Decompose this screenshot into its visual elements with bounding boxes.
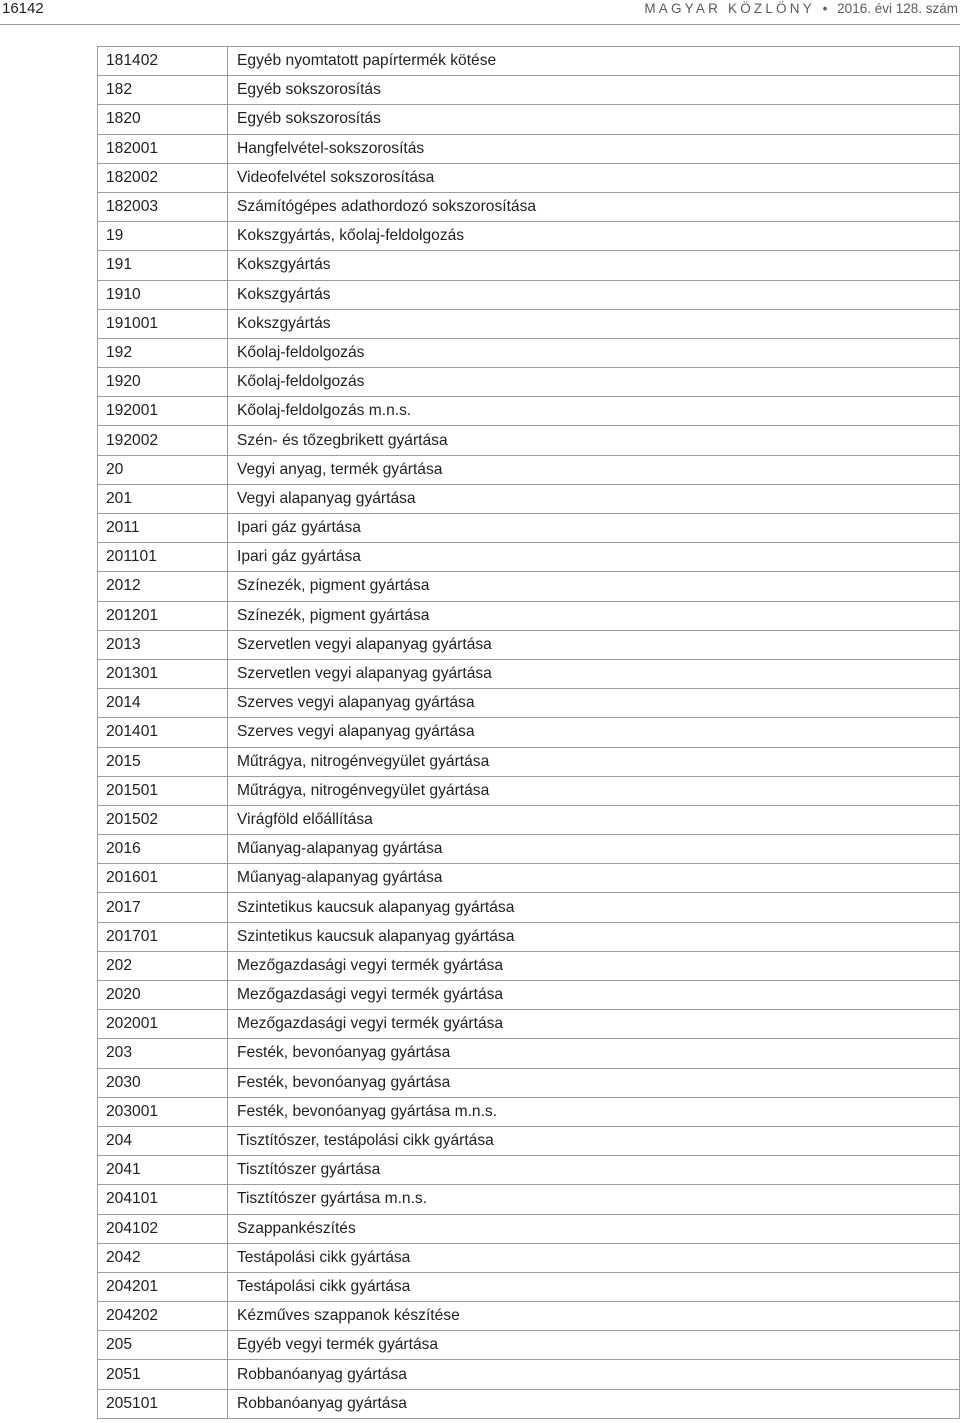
activity-description: Egyéb sokszorosítás xyxy=(228,76,960,105)
journal-title: MAGYAR KÖZLÖNY xyxy=(644,1,815,16)
activity-code: 201502 xyxy=(98,805,228,834)
table-row xyxy=(98,426,960,455)
activity-description: Szervetlen vegyi alapanyag gyártása xyxy=(228,659,960,688)
activity-code: 192002 xyxy=(98,426,228,455)
activity-code: 19 xyxy=(98,222,228,251)
activity-description: Vegyi anyag, termék gyártása xyxy=(228,455,960,484)
activity-code: 1920 xyxy=(98,368,228,397)
activity-code: 201701 xyxy=(98,922,228,951)
activity-description: Virágföld előállítása xyxy=(228,805,960,834)
activity-description: Kokszgyártás xyxy=(228,309,960,338)
table-row xyxy=(98,572,960,601)
table-row xyxy=(98,514,960,543)
activity-code: 201401 xyxy=(98,718,228,747)
activity-description: Tisztítószer gyártása m.n.s. xyxy=(228,1185,960,1214)
activity-description: Kőolaj-feldolgozás xyxy=(228,338,960,367)
table-row xyxy=(98,1389,960,1418)
table-row xyxy=(98,280,960,309)
activity-code: 203 xyxy=(98,1039,228,1068)
activity-description: Egyéb sokszorosítás xyxy=(228,105,960,134)
table-row xyxy=(98,1360,960,1389)
table-row xyxy=(98,338,960,367)
activity-code: 1820 xyxy=(98,105,228,134)
activity-description: Műtrágya, nitrogénvegyület gyártása xyxy=(228,747,960,776)
activity-code: 204 xyxy=(98,1126,228,1155)
activity-code: 2042 xyxy=(98,1243,228,1272)
activity-code: 191 xyxy=(98,251,228,280)
table-row xyxy=(98,864,960,893)
activity-description: Műtrágya, nitrogénvegyület gyártása xyxy=(228,776,960,805)
activity-code: 191001 xyxy=(98,309,228,338)
activity-description: Ipari gáz gyártása xyxy=(228,514,960,543)
activity-description: Színezék, pigment gyártása xyxy=(228,601,960,630)
table-row xyxy=(98,893,960,922)
activity-description: Mezőgazdasági vegyi termék gyártása xyxy=(228,1010,960,1039)
table-row xyxy=(98,543,960,572)
activity-description: Szintetikus kaucsuk alapanyag gyártása xyxy=(228,922,960,951)
activity-description: Ipari gáz gyártása xyxy=(228,543,960,572)
activity-code: 205 xyxy=(98,1331,228,1360)
table-row xyxy=(98,47,960,76)
activity-description: Robbanóanyag gyártása xyxy=(228,1389,960,1418)
activity-code: 182003 xyxy=(98,192,228,221)
activity-description: Kokszgyártás xyxy=(228,280,960,309)
activity-code: 181402 xyxy=(98,47,228,76)
table-row xyxy=(98,659,960,688)
activity-code: 2011 xyxy=(98,514,228,543)
table-row xyxy=(98,397,960,426)
activity-code: 2012 xyxy=(98,572,228,601)
activity-code: 202001 xyxy=(98,1010,228,1039)
table-row xyxy=(98,368,960,397)
activity-code: 203001 xyxy=(98,1097,228,1126)
activity-code: 2051 xyxy=(98,1360,228,1389)
activity-description: Szervetlen vegyi alapanyag gyártása xyxy=(228,630,960,659)
activity-code-table xyxy=(97,46,960,1419)
activity-description: Festék, bevonóanyag gyártása m.n.s. xyxy=(228,1097,960,1126)
activity-code: 204201 xyxy=(98,1272,228,1301)
activity-description: Festék, bevonóanyag gyártása xyxy=(228,1068,960,1097)
activity-description: Kőolaj-feldolgozás xyxy=(228,368,960,397)
page-number: 16142 xyxy=(2,0,44,17)
activity-code: 20 xyxy=(98,455,228,484)
table-row xyxy=(98,134,960,163)
activity-code: 204101 xyxy=(98,1185,228,1214)
activity-description: Mezőgazdasági vegyi termék gyártása xyxy=(228,951,960,980)
bullet-separator: • xyxy=(822,1,828,16)
table-row xyxy=(98,1068,960,1097)
activity-description: Szerves vegyi alapanyag gyártása xyxy=(228,689,960,718)
table-row xyxy=(98,1039,960,1068)
table-row xyxy=(98,1097,960,1126)
activity-code: 201601 xyxy=(98,864,228,893)
activity-code: 204102 xyxy=(98,1214,228,1243)
table-row xyxy=(98,601,960,630)
table-row xyxy=(98,484,960,513)
activity-description: Tisztítószer gyártása xyxy=(228,1156,960,1185)
activity-code: 182002 xyxy=(98,163,228,192)
activity-description: Kokszgyártás xyxy=(228,251,960,280)
activity-code: 2017 xyxy=(98,893,228,922)
table-row xyxy=(98,1331,960,1360)
table-row xyxy=(98,805,960,834)
table-row xyxy=(98,1214,960,1243)
table-row xyxy=(98,251,960,280)
table-row xyxy=(98,747,960,776)
activity-code: 201201 xyxy=(98,601,228,630)
activity-description: Kokszgyártás, kőolaj-feldolgozás xyxy=(228,222,960,251)
table-row xyxy=(98,922,960,951)
activity-description: Műanyag-alapanyag gyártása xyxy=(228,864,960,893)
table-row xyxy=(98,455,960,484)
activity-description: Szappankészítés xyxy=(228,1214,960,1243)
table-row xyxy=(98,1272,960,1301)
activity-code: 2016 xyxy=(98,835,228,864)
activity-code: 2014 xyxy=(98,689,228,718)
activity-description: Robbanóanyag gyártása xyxy=(228,1360,960,1389)
activity-description: Tisztítószer, testápolási cikk gyártása xyxy=(228,1126,960,1155)
activity-description: Festék, bevonóanyag gyártása xyxy=(228,1039,960,1068)
activity-code: 202 xyxy=(98,951,228,980)
activity-code: 205101 xyxy=(98,1389,228,1418)
activity-description: Testápolási cikk gyártása xyxy=(228,1243,960,1272)
activity-code: 201501 xyxy=(98,776,228,805)
table-row xyxy=(98,951,960,980)
activity-description: Egyéb vegyi termék gyártása xyxy=(228,1331,960,1360)
activity-description: Színezék, pigment gyártása xyxy=(228,572,960,601)
table-row xyxy=(98,776,960,805)
activity-description: Kézműves szappanok készítése xyxy=(228,1302,960,1331)
activity-code: 192001 xyxy=(98,397,228,426)
activity-description: Mezőgazdasági vegyi termék gyártása xyxy=(228,981,960,1010)
activity-description: Műanyag-alapanyag gyártása xyxy=(228,835,960,864)
activity-code: 2041 xyxy=(98,1156,228,1185)
activity-code: 2015 xyxy=(98,747,228,776)
activity-description: Szén- és tőzegbrikett gyártása xyxy=(228,426,960,455)
table-row xyxy=(98,689,960,718)
activity-code: 201101 xyxy=(98,543,228,572)
table-row xyxy=(98,630,960,659)
table-row xyxy=(98,835,960,864)
table-row xyxy=(98,981,960,1010)
issue-label: 2016. évi 128. szám xyxy=(837,1,958,16)
table-row xyxy=(98,1156,960,1185)
table-row xyxy=(98,163,960,192)
table-row xyxy=(98,105,960,134)
table-row xyxy=(98,1185,960,1214)
activity-description: Testápolási cikk gyártása xyxy=(228,1272,960,1301)
table-row xyxy=(98,192,960,221)
activity-description: Videofelvétel sokszorosítása xyxy=(228,163,960,192)
activity-code: 182 xyxy=(98,76,228,105)
activity-code: 2013 xyxy=(98,630,228,659)
activity-description: Egyéb nyomtatott papírtermék kötése xyxy=(228,47,960,76)
activity-code: 192 xyxy=(98,338,228,367)
table-row xyxy=(98,309,960,338)
table-body xyxy=(98,47,960,1419)
table-row xyxy=(98,1010,960,1039)
table-row xyxy=(98,222,960,251)
publication-info xyxy=(644,0,958,18)
activity-code: 2020 xyxy=(98,981,228,1010)
activity-description: Szintetikus kaucsuk alapanyag gyártása xyxy=(228,893,960,922)
activity-code: 204202 xyxy=(98,1302,228,1331)
activity-description: Szerves vegyi alapanyag gyártása xyxy=(228,718,960,747)
table-row xyxy=(98,1243,960,1272)
activity-code: 201301 xyxy=(98,659,228,688)
activity-code: 1910 xyxy=(98,280,228,309)
table-row xyxy=(98,76,960,105)
activity-code: 201 xyxy=(98,484,228,513)
activity-description: Kőolaj-feldolgozás m.n.s. xyxy=(228,397,960,426)
table-row xyxy=(98,718,960,747)
activity-code: 182001 xyxy=(98,134,228,163)
activity-description: Számítógépes adathordozó sokszorosítása xyxy=(228,192,960,221)
table-row xyxy=(98,1126,960,1155)
table-row xyxy=(98,1302,960,1331)
activity-description: Vegyi alapanyag gyártása xyxy=(228,484,960,513)
page-header xyxy=(0,0,960,25)
activity-code: 2030 xyxy=(98,1068,228,1097)
activity-description: Hangfelvétel-sokszorosítás xyxy=(228,134,960,163)
